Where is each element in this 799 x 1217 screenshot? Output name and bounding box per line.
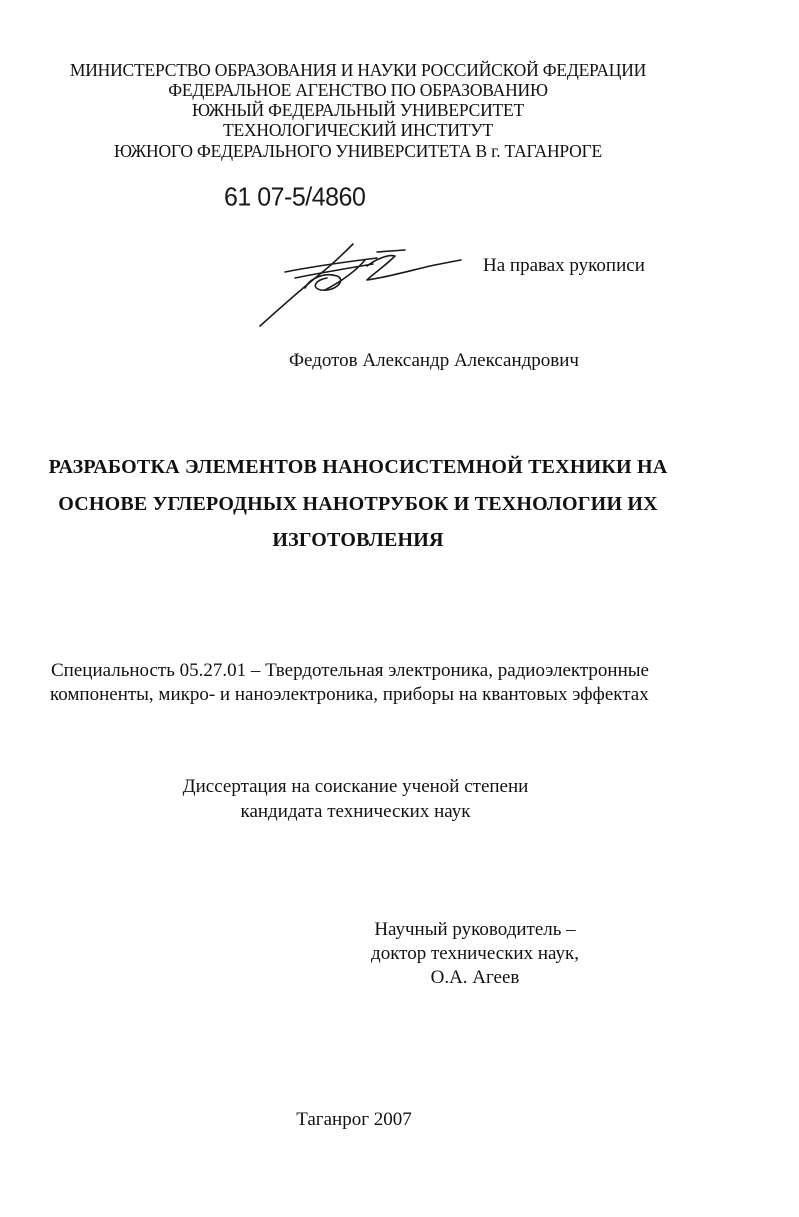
degree-line-2: кандидата технических наук [240,801,471,822]
thesis-title-line-1: РАЗРАБОТКА ЭЛЕМЕНТОВ НАНОСИСТЕМНОЙ ТЕХНИКИ НА [48,456,668,478]
thesis-title-line-2: ОСНОВЕ УГЛЕРОДНЫХ НАНОТРУБОК И ТЕХНОЛОГИИ ИХ [58,493,658,515]
header-ministry: МИНИСТЕРСТВО ОБРАЗОВАНИЯ И НАУКИ РОССИЙСКОЙ ФЕДЕРАЦИИ [69,60,647,80]
signature-icon [255,238,465,330]
header-university: ЮЖНЫЙ ФЕДЕРАЛЬНЫЙ УНИВЕРСИТЕТ [191,100,524,120]
supervisor-line-2: доктор технических наук, [371,943,579,964]
specialty-line-2: компоненты, микро- и наноэлектроника, приборы на квантовых эффектах [50,684,649,705]
supervisor-name: О.А. Агеев [430,967,520,988]
degree-line-1: Диссертация на соискание ученой степени [182,776,529,797]
thesis-title-line-3: ИЗГОТОВЛЕНИЯ [272,529,444,551]
header-agency: ФЕДЕРАЛЬНОЕ АГЕНСТВО ПО ОБРАЗОВАНИЮ [168,80,548,100]
header-institute-location: ЮЖНОГО ФЕДЕРАЛЬНОГО УНИВЕРСИТЕТА В г. ТАГАНРОГЕ [113,141,602,161]
specialty-line-1: Специальность 05.27.01 – Твердотельная электроника, радиоэлектронные [51,660,649,681]
supervisor-line-1: Научный руководитель – [374,919,576,940]
header-institute: ТЕХНОЛОГИЧЕСКИЙ ИНСТИТУТ [223,120,493,140]
manuscript-rights-note: На правах рукописи [483,255,645,276]
author-name: Федотов Александр Александрович [289,350,579,371]
library-stamp-number: 61 07-5/4860 [224,182,366,212]
place-and-year: Таганрог 2007 [296,1109,412,1130]
